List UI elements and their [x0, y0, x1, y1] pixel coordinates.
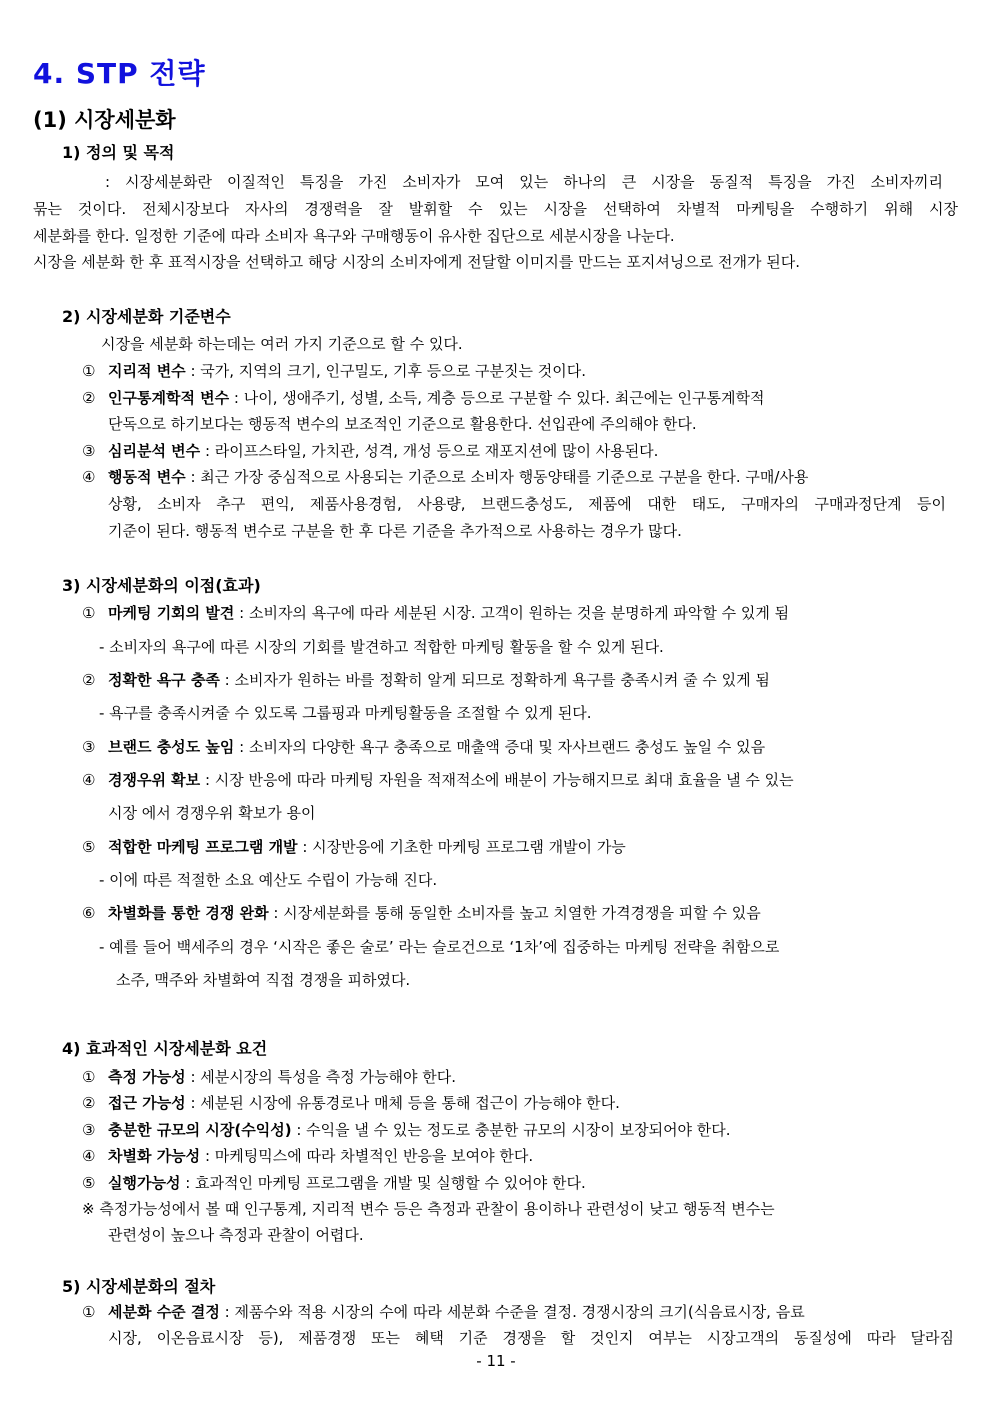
list-item-continuation: 기준이 된다. 행동적 변수로 구분을 한 후 다른 기준을 추가적으로 사용하는 경우가 많다. — [108, 522, 682, 540]
list-item-detail: 소주, 맥주와 차별화여 직접 경쟁을 피하였다. — [116, 971, 411, 989]
note-line: 관련성이 높으나 측정과 관찰이 어렵다. — [108, 1226, 364, 1244]
list-item: ④ 행동적 변수 : 최근 가장 중심적으로 사용되는 기준으로 소비자 행동양태를 기준으로 구분을 한다. 구매/사용 — [82, 468, 809, 486]
note-line: ※ 측정가능성에서 볼 때 인구통계, 지리적 변수 등은 측정과 관찰이 용이하나 관련성이 낮고 행동적 변수는 — [82, 1200, 775, 1218]
paragraph-line: 세분화를 한다. 일정한 기준에 따라 소비자 욕구와 구매행동이 유사한 집단으로 세분시장을 나눈다. — [33, 227, 675, 245]
paragraph-line: : 시장세분화란 이질적인 특징을 가진 소비자가 모여 있는 하나의 큰 시장을 동질적 특징을 가진 소비자끼리 — [105, 173, 943, 191]
list-item: ③ 브랜드 충성도 높임 : 소비자의 다양한 욕구 충족으로 매출액 증대 및 자사브랜드 충성도 높일 수 있음 — [82, 738, 766, 756]
list-item: ② 정확한 욕구 충족 : 소비자가 원하는 바를 정확히 알게 되므로 정확하게 욕구를 충족시켜 줄 수 있게 됨 — [82, 671, 770, 689]
page-number: - 11 - — [476, 1352, 516, 1370]
paragraph-line: 시장을 세분화 하는데는 여러 가지 기준으로 할 수 있다. — [101, 335, 463, 353]
list-item: ③ 심리분석 변수 : 라이프스타일, 가치관, 성격, 개성 등으로 재포지션에 많이 사용된다. — [82, 442, 659, 460]
list-item-detail: - 이에 따른 적절한 소요 예산도 수립이 가능해 진다. — [99, 871, 438, 889]
section-heading: (1) 시장세분화 — [33, 108, 176, 132]
list-item-detail: - 욕구를 충족시켜줄 수 있도록 그룹핑과 마케팅활동을 조절할 수 있게 된다. — [99, 704, 592, 722]
list-item-detail: - 소비자의 욕구에 따른 시장의 기회를 발견하고 적합한 마케팅 활동을 할 수 있게 된다. — [99, 638, 664, 656]
list-item-detail: - 예를 들어 백세주의 경우 ‘시작은 좋은 술로’ 라는 슬로건으로 ‘1차’에 집중하는 마케팅 전략을 취함으로 — [99, 938, 780, 956]
list-item: ① 마케팅 기회의 발견 : 소비자의 욕구에 따라 세분된 시장. 고객이 원하는 것을 분명하게 파악할 수 있게 됨 — [82, 604, 790, 622]
list-item: ⑤ 적합한 마케팅 프로그램 개발 : 시장반응에 기초한 마케팅 프로그램 개발이 가능 — [82, 838, 626, 856]
page-title: 4. STP 전략 — [33, 57, 206, 90]
subsection-heading-requirements: 4) 효과적인 시장세분화 요건 — [62, 1039, 268, 1058]
list-item: ⑤ 실행가능성 : 효과적인 마케팅 프로그램을 개발 및 실행할 수 있어야 한다. — [82, 1174, 586, 1192]
list-item-continuation: 단독으로 하기보다는 행동적 변수의 보조적인 기준으로 활용한다. 선입관에 주의해야 한다. — [108, 415, 697, 433]
list-item: ③ 충분한 규모의 시장(수익성) : 수익을 낼 수 있는 정도로 충분한 규모의 시장이 보장되어야 한다. — [82, 1121, 731, 1139]
subsection-heading-benefits: 3) 시장세분화의 이점(효과) — [62, 576, 261, 595]
list-item: ④ 경쟁우위 확보 : 시장 반응에 따라 마케팅 자원을 적재적소에 배분이 가능해지므로 최대 효율을 낼 수 있는 — [82, 771, 794, 789]
list-item: ① 지리적 변수 : 국가, 지역의 크기, 인구밀도, 기후 등으로 구분짓는 것이다. — [82, 362, 586, 380]
list-item: ① 세분화 수준 결정 : 제품수와 적용 시장의 수에 따라 세분화 수준을 결정. 경쟁시장의 크기(식음료시장, 음료 — [82, 1303, 805, 1321]
subsection-heading-definition: 1) 정의 및 목적 — [62, 143, 175, 162]
list-item: ② 접근 가능성 : 세분된 시장에 유통경로나 매체 등을 통해 접근이 가능해야 한다. — [82, 1094, 620, 1112]
list-item: ② 인구통계학적 변수 : 나이, 생애주기, 성별, 소득, 계층 등으로 구분할 수 있다. 최근에는 인구통계학적 — [82, 389, 765, 407]
list-item-continuation: 시장 에서 경쟁우위 확보가 용이 — [108, 804, 316, 822]
subsection-heading-criteria: 2) 시장세분화 기준변수 — [62, 307, 231, 326]
list-item: ⑥ 차별화를 통한 경쟁 완화 : 시장세분화를 통해 동일한 소비자를 높고 치열한 가격경쟁을 피할 수 있음 — [82, 904, 761, 922]
subsection-heading-procedure: 5) 시장세분화의 절차 — [62, 1277, 216, 1296]
paragraph-line: 묶는 것이다. 전체시장보다 자사의 경쟁력을 잘 발휘할 수 있는 시장을 선택하여 차별적 마케팅을 수행하기 위해 시장 — [33, 200, 958, 218]
list-item-continuation: 시장, 이온음료시장 등), 제품경쟁 또는 혜택 기준 경쟁을 할 것인지 여부는 시장고객의 동질성에 따라 달라짐 — [108, 1329, 954, 1347]
list-item: ① 측정 가능성 : 세분시장의 특성을 측정 가능해야 한다. — [82, 1068, 456, 1086]
list-item-continuation: 상황, 소비자 추구 편익, 제품사용경험, 사용량, 브랜드충성도, 제품에 대한 태도, 구매자의 구매과정단계 등이 — [108, 495, 946, 513]
list-item: ④ 차별화 가능성 : 마케팅믹스에 따라 차별적인 반응을 보여야 한다. — [82, 1147, 534, 1165]
paragraph-line: 시장을 세분화 한 후 표적시장을 선택하고 해당 시장의 소비자에게 전달할 이미지를 만드는 포지셔닝으로 전개가 된다. — [33, 253, 801, 271]
